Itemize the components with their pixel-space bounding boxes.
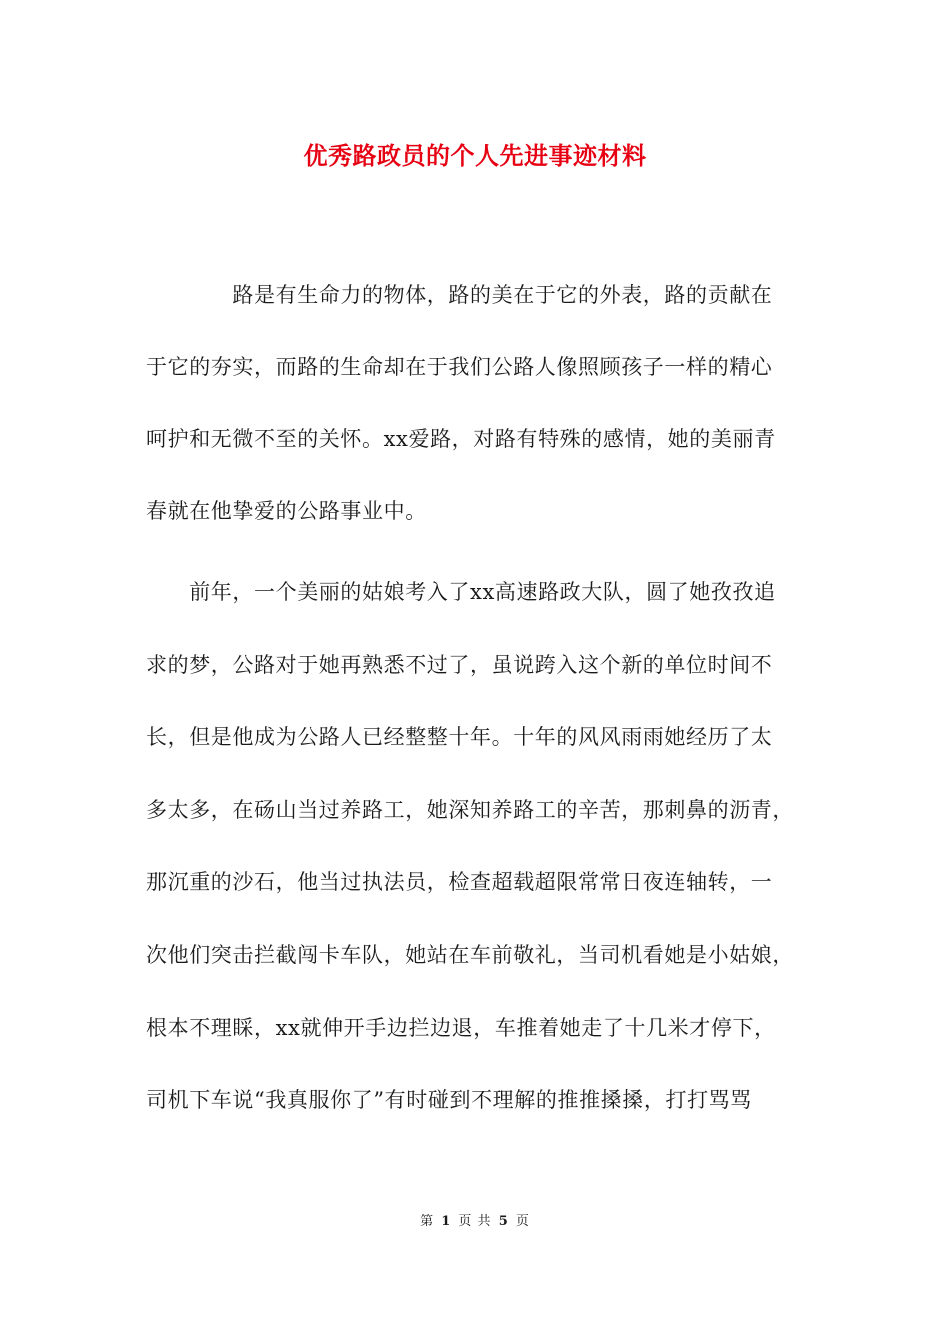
body-line-3: 呵护和无微不至的关怀。xx爱路，对路有特殊的感情，她的美丽青 xyxy=(146,427,776,451)
body-line-4: 春就在他挚爱的公路事业中。 xyxy=(146,499,427,523)
footer-current-page: 1 xyxy=(441,1214,452,1229)
footer-suffix: 页 xyxy=(515,1214,530,1229)
body-line-12: 司机下车说“我真服你了”有时碰到不理解的推推搡搡，打打骂骂 xyxy=(146,1088,752,1112)
body-line-6: 求的梦，公路对于她再熟悉不过了，虽说跨入这个新的单位时间不 xyxy=(146,653,773,677)
body-line-8: 多太多，在砀山当过养路工，她深知养路工的辛苦，那刺鼻的沥青， xyxy=(146,798,794,822)
footer-prefix: 第 xyxy=(420,1214,435,1229)
body-line-2: 于它的夯实，而路的生命却在于我们公路人像照顾孩子一样的精心 xyxy=(146,355,773,379)
body-line-9: 那沉重的沙石，他当过执法员，检查超载超限常常日夜连轴转，一 xyxy=(146,870,773,894)
body-line-1: 路是有生命力的物体，路的美在于它的外表，路的贡献在 xyxy=(146,283,773,307)
footer-middle: 页 共 xyxy=(458,1214,492,1229)
body-line-7: 长，但是他成为公路人已经整整十年。十年的风风雨雨她经历了太 xyxy=(146,725,773,749)
document-title: 优秀路政员的个人先进事迹材料 xyxy=(303,141,647,170)
page-footer xyxy=(0,1210,950,1229)
body-line-5: 前年，一个美丽的姑娘考入了xx高速路政大队，圆了她孜孜追 xyxy=(146,580,776,604)
body-line-10: 次他们突击拦截闯卡车队，她站在车前敬礼，当司机看她是小姑娘， xyxy=(146,943,794,967)
footer-total-pages: 5 xyxy=(498,1214,509,1229)
body-line-11: 根本不理睬，xx就伸开手边拦边退，车推着她走了十几米才停下， xyxy=(146,1016,776,1040)
